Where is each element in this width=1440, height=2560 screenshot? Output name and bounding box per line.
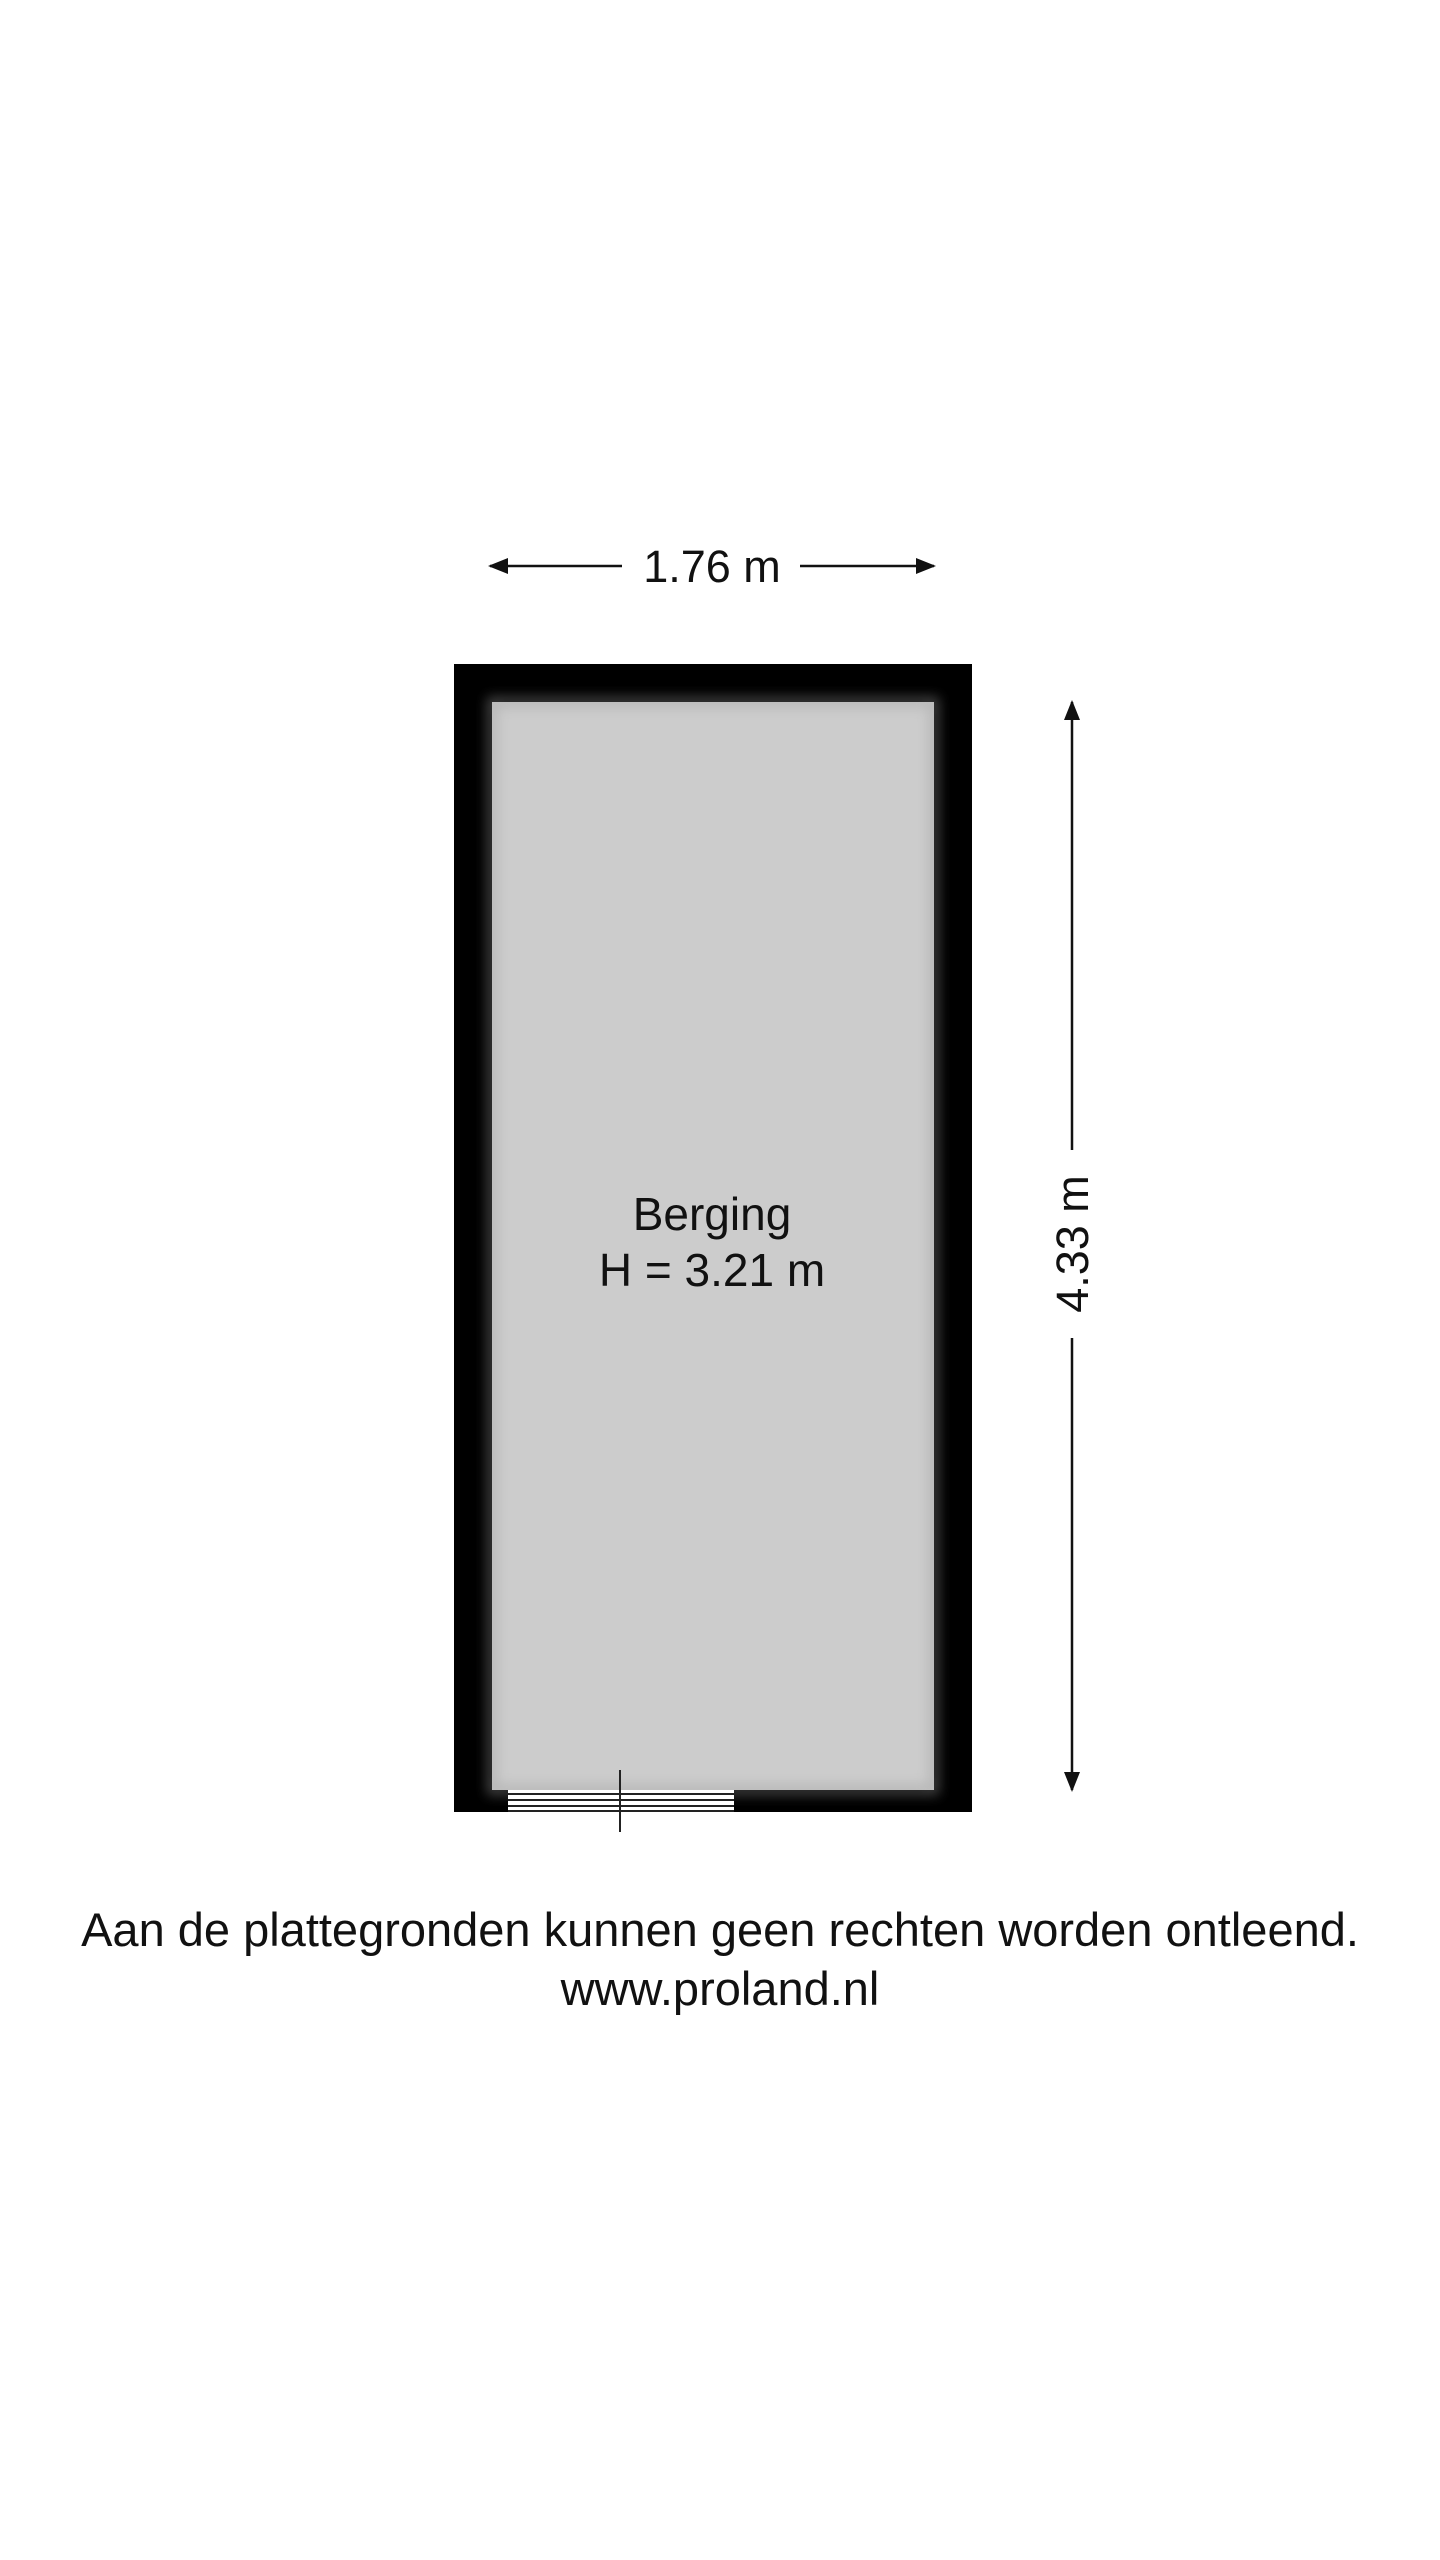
website-link[interactable]: www.proland.nl bbox=[560, 1962, 880, 2015]
disclaimer-text: Aan de plattegronden kunnen geen rechten worden ontleend. bbox=[81, 1903, 1359, 1956]
room-ceiling-height: H = 3.21 m bbox=[598, 1244, 826, 1296]
width-label: 1.76 m bbox=[643, 541, 781, 592]
room-name: Berging bbox=[632, 1188, 792, 1240]
height-label: 4.33 m bbox=[1047, 1175, 1098, 1313]
width-dimension bbox=[490, 541, 934, 592]
height-dimension bbox=[1047, 702, 1098, 1790]
